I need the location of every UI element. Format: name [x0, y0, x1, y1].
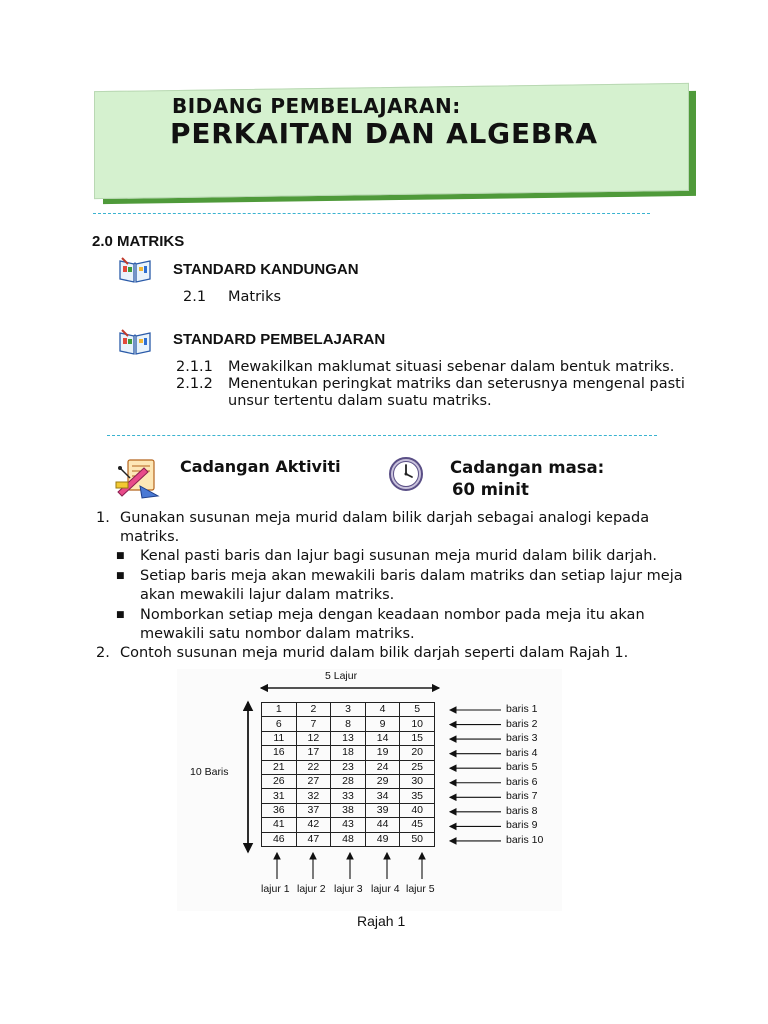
grid-cell: 17	[296, 746, 331, 760]
grid-cell: 28	[331, 774, 366, 788]
step-line: matriks.	[120, 529, 180, 545]
clock-icon	[388, 456, 424, 492]
bullet-line: Nomborkan setiap meja dengan keadaan nombor pada meja itu akan	[140, 607, 645, 623]
grid-cell: 31	[262, 789, 297, 803]
step-number: 1.	[96, 510, 110, 526]
grid-cell: 50	[400, 832, 435, 846]
grid-cell: 7	[296, 717, 331, 731]
grid-row	[262, 818, 435, 832]
pembelajaran-item-num: 2.1.1	[176, 359, 213, 375]
step-line: Gunakan susunan meja murid dalam bilik darjah sebagai analogi kepada	[120, 510, 650, 526]
standard-kandungan-label: STANDARD KANDUNGAN	[173, 261, 359, 278]
grid-cell: 49	[365, 832, 400, 846]
grid-cell: 41	[262, 818, 297, 832]
grid-cell: 13	[331, 731, 366, 745]
grid-cell: 11	[262, 731, 297, 745]
grid-cell: 35	[400, 789, 435, 803]
divider-top	[93, 213, 650, 214]
grid-cell: 30	[400, 774, 435, 788]
row-label: baris 9	[506, 819, 538, 832]
bullet-line: Setiap baris meja akan mewakili baris dalam matriks dan setiap lajur meja	[140, 568, 683, 584]
grid-cell: 2	[296, 703, 331, 717]
section-heading: 2.0 MATRIKS	[92, 233, 185, 250]
cadangan-masa-value: 60 minit	[452, 480, 529, 499]
cadangan-masa-label: Cadangan masa:	[450, 458, 605, 477]
grid-cell: 3	[331, 703, 366, 717]
figure-side-label: 10 Baris	[190, 766, 229, 778]
grid-cell: 36	[262, 803, 297, 817]
banner-title: PERKAITAN DAN ALGEBRA	[170, 117, 598, 150]
grid-row	[262, 774, 435, 788]
grid-cell: 40	[400, 803, 435, 817]
grid-cell: 24	[365, 760, 400, 774]
banner-subtitle: BIDANG PEMBELAJARAN:	[172, 94, 461, 118]
grid-cell: 19	[365, 746, 400, 760]
row-label: baris 2	[506, 717, 538, 730]
bullet-line: mewakili satu nombor dalam matriks.	[140, 626, 415, 642]
standard-pembelajaran-label: STANDARD PEMBELAJARAN	[173, 331, 386, 348]
grid-cell: 32	[296, 789, 331, 803]
grid-row	[262, 703, 435, 717]
pembelajaran-item-line: Menentukan peringkat matriks dan seterusnya mengenal pasti	[228, 376, 685, 392]
divider-middle	[107, 435, 657, 436]
grid-row	[262, 789, 435, 803]
cadangan-aktiviti-label: Cadangan Aktiviti	[180, 457, 341, 476]
grid-cell: 45	[400, 818, 435, 832]
row-label: baris 4	[506, 746, 538, 759]
column-label: lajur 5	[406, 883, 435, 895]
grid-cell: 23	[331, 760, 366, 774]
bullet-line: Kenal pasti baris dan lajur bagi susunan meja murid dalam bilik darjah.	[140, 548, 658, 564]
grid-cell: 10	[400, 717, 435, 731]
grid-cell: 46	[262, 832, 297, 846]
column-label: lajur 1	[261, 883, 290, 895]
grid-row	[262, 803, 435, 817]
grid-cell: 33	[331, 789, 366, 803]
figure-caption: Rajah 1	[357, 913, 406, 929]
grid-cell: 21	[262, 760, 297, 774]
grid-cell: 9	[365, 717, 400, 731]
grid-cell: 25	[400, 760, 435, 774]
figure-top-label: 5 Lajur	[325, 670, 358, 682]
grid-cell: 44	[365, 818, 400, 832]
bullet-marker: ■	[116, 571, 125, 581]
row-label: baris 8	[506, 804, 538, 817]
step-number: 2.	[96, 645, 110, 661]
pembelajaran-item-line: unsur tertentu dalam suatu matriks.	[228, 393, 492, 409]
grid-cell: 5	[400, 703, 435, 717]
row-label: baris 7	[506, 790, 538, 803]
grid-cell: 15	[400, 731, 435, 745]
open-book-icon	[118, 256, 152, 284]
grid-row	[262, 717, 435, 731]
desk-grid	[261, 702, 435, 847]
column-label: lajur 3	[334, 883, 363, 895]
row-label: baris 6	[506, 775, 538, 788]
grid-cell: 14	[365, 731, 400, 745]
grid-cell: 38	[331, 803, 366, 817]
bullet-line: akan mewakili lajur dalam matriks.	[140, 587, 395, 603]
grid-row	[262, 760, 435, 774]
grid-cell: 20	[400, 746, 435, 760]
grid-cell: 34	[365, 789, 400, 803]
grid-cell: 47	[296, 832, 331, 846]
bullet-marker: ■	[116, 610, 125, 620]
grid-cell: 37	[296, 803, 331, 817]
grid-cell: 16	[262, 746, 297, 760]
bullet-marker: ■	[116, 551, 125, 561]
grid-cell: 27	[296, 774, 331, 788]
grid-cell: 43	[331, 818, 366, 832]
grid-cell: 42	[296, 818, 331, 832]
step-line: Contoh susunan meja murid dalam bilik darjah seperti dalam Rajah 1.	[120, 645, 629, 661]
grid-cell: 22	[296, 760, 331, 774]
grid-cell: 4	[365, 703, 400, 717]
column-label: lajur 4	[371, 883, 400, 895]
row-label: baris 3	[506, 732, 538, 745]
grid-row	[262, 746, 435, 760]
kandungan-item-num: 2.1	[183, 289, 207, 305]
open-book-icon	[118, 328, 152, 356]
grid-row	[262, 832, 435, 846]
row-label: baris 10	[506, 833, 544, 846]
pembelajaran-item-line: Mewakilkan maklumat situasi sebenar dalam bentuk matriks.	[228, 359, 675, 375]
row-label: baris 1	[506, 703, 538, 715]
row-label: baris 5	[506, 761, 538, 774]
grid-cell: 39	[365, 803, 400, 817]
grid-cell: 48	[331, 832, 366, 846]
grid-cell: 12	[296, 731, 331, 745]
grid-row	[262, 731, 435, 745]
activity-tools-icon	[114, 456, 162, 500]
grid-cell: 6	[262, 717, 297, 731]
column-label: lajur 2	[297, 883, 326, 895]
grid-cell: 29	[365, 774, 400, 788]
grid-cell: 8	[331, 717, 366, 731]
pembelajaran-item-num: 2.1.2	[176, 376, 213, 392]
kandungan-item-text: Matriks	[228, 289, 282, 305]
grid-cell: 1	[262, 703, 297, 717]
grid-cell: 26	[262, 774, 297, 788]
grid-cell: 18	[331, 746, 366, 760]
